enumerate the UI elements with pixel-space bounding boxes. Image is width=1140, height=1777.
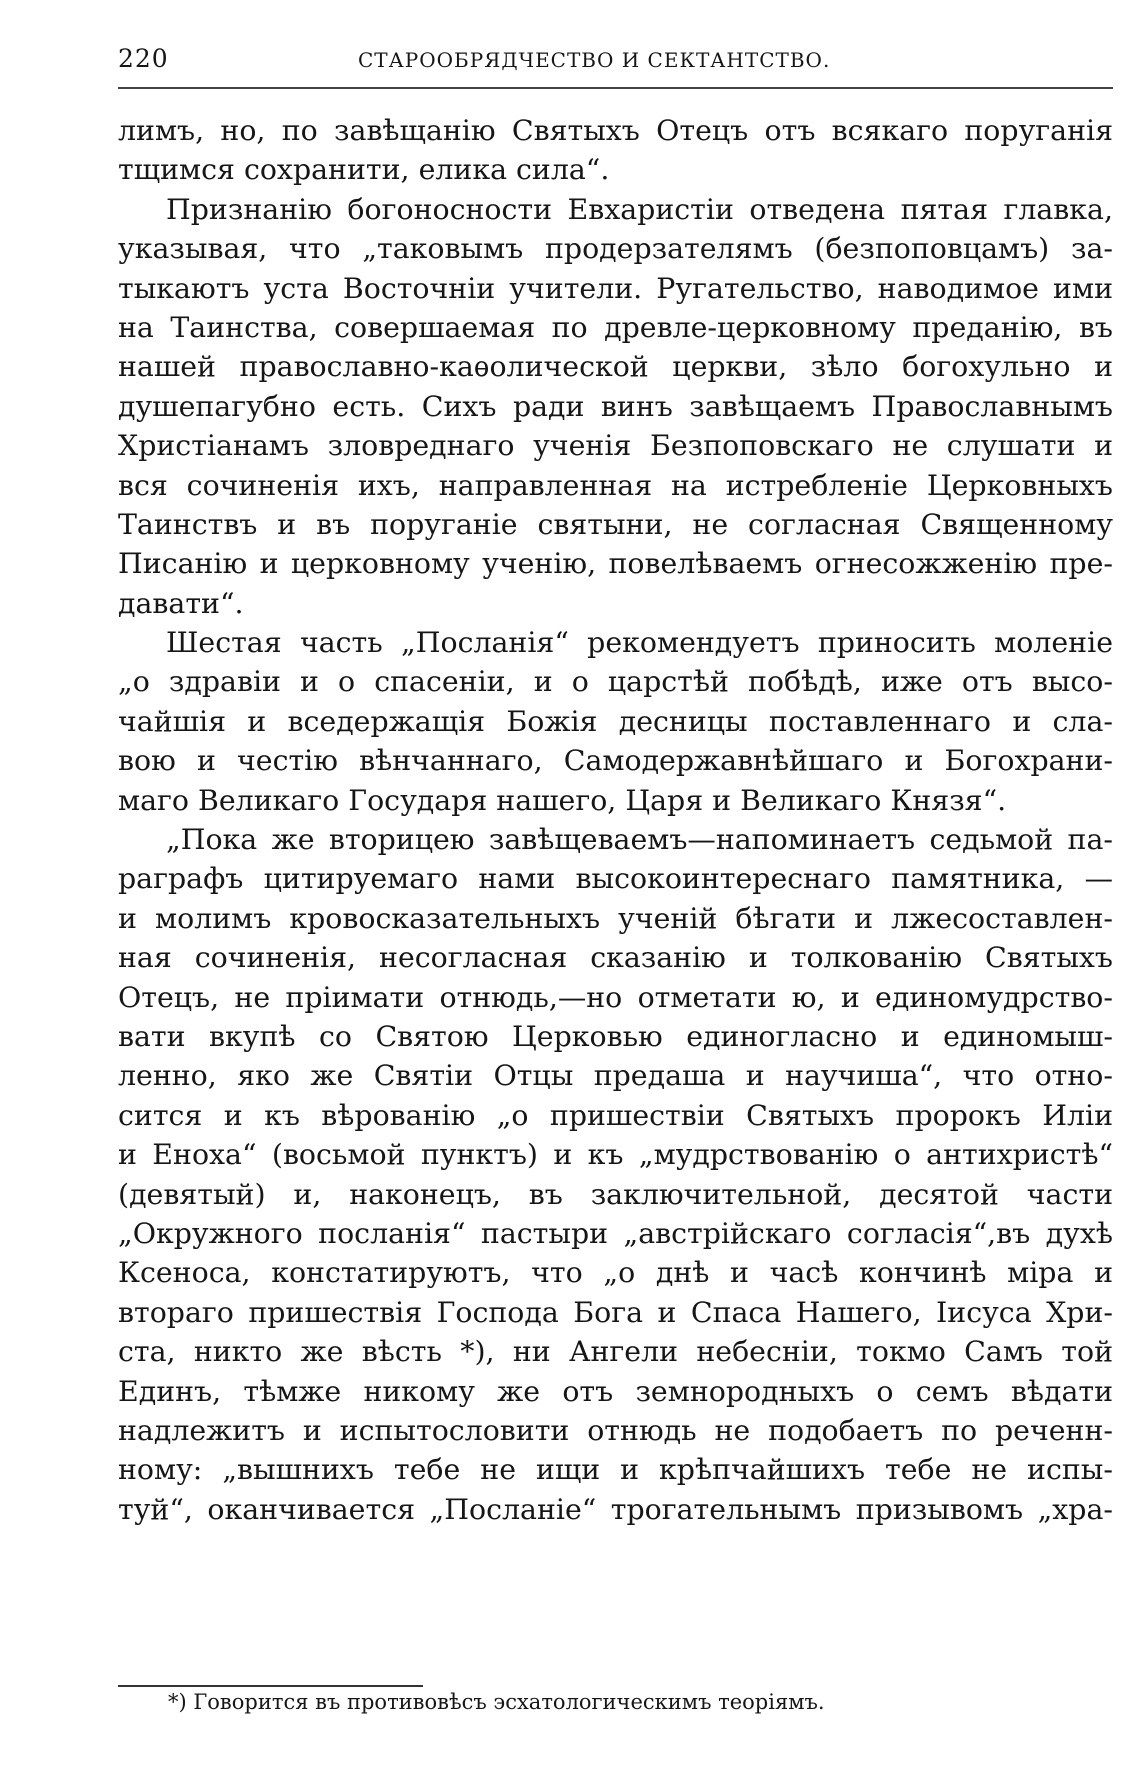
footnote-rule: [118, 1685, 423, 1687]
text-line: Ксеноса, констатируютъ, что „о днѣ и часѣ кончинѣ міра и: [118, 1256, 1113, 1290]
text-line: и Еноха“ (восьмой пунктъ) и къ „мудрствованію о антихристѣ“: [118, 1138, 1113, 1172]
text-line: вою и честію вѣнчаннаго, Самодержавнѣйшаго и Богохрани-: [118, 744, 1113, 778]
text-line: сится и къ вѣрованію „о пришествіи Святыхъ пророкъ Иліи: [118, 1098, 1113, 1132]
text-line: Признанію богоносности Евхаристіи отведена пятая главка,: [166, 192, 1113, 226]
text-line: чайшія и вседержащія Божія десницы поставленнаго и сла-: [118, 704, 1113, 738]
text-line: тщимся сохранити, елика сила“.: [118, 153, 610, 187]
text-line: и молимъ кровосказательныхъ ученій бѣгати и лжесоставлен-: [118, 901, 1113, 935]
running-head: [118, 44, 1113, 80]
text-line: ленно, яко же Святіи Отцы предаша и научиша“, что отно-: [118, 1059, 1113, 1093]
running-title: СТАРООБРЯДЧЕСТВО И СЕКТАНТСТВО.: [358, 48, 831, 72]
footnote: *) Говорится въ противовѣсъ эсхатологическимъ теоріямъ.: [168, 1690, 825, 1714]
text-line: Отецъ, не пріимати отнюдь,—но отметати ю, и единомудрство-: [118, 980, 1113, 1014]
page-number: 220: [118, 44, 169, 73]
text-line: „Окружного посланія“ пастыри „австрійскаго согласія“,въ духѣ: [118, 1216, 1113, 1250]
text-line: указывая, что „таковымъ продерзателямъ (безпоповцамъ) за-: [118, 232, 1113, 266]
text-line: Шестая часть „Посланія“ рекомендуетъ приносить моленіе: [166, 626, 1113, 660]
text-line: душепагубно есть. Сихъ ради винъ завѣщаемъ Православнымъ: [118, 389, 1113, 423]
text-line: давати“.: [118, 586, 244, 620]
text-line: Таинствъ и въ поруганіе святыни, не согласная Священному: [118, 507, 1113, 541]
text-line: нашей православно-каѳолической церкви, зѣло богохульно и: [118, 350, 1113, 384]
text-line: ному: „вышнихъ тебе не ищи и крѣпчайшихъ тебе не испы-: [118, 1453, 1113, 1487]
text-line: ста, никто же вѣсть *), ни Ангели небесніи, токмо Самъ той: [118, 1335, 1113, 1369]
text-line: лимъ, но, по завѣщанію Святыхъ Отецъ отъ всякаго поруганія: [118, 114, 1113, 147]
text-line: (девятый) и, наконецъ, въ заключительной, десятой части: [118, 1177, 1113, 1211]
text-line: раграфъ цитируемаго нами высокоинтереснаго памятника, —: [118, 862, 1113, 896]
body-text: [118, 111, 1113, 1529]
text-line: ная сочиненія, несогласная сказанію и толкованію Святыхъ: [118, 941, 1113, 975]
text-line: вся сочиненія ихъ, направленная на истребленіе Церковныхъ: [118, 468, 1113, 502]
header-rule: [118, 87, 1113, 89]
text-line: туй“, оканчивается „Посланіе“ трогательнымъ призывомъ „хра-: [118, 1492, 1113, 1526]
text-line: „о здравіи и о спасеніи, и о царстѣй побѣдѣ, иже отъ высо-: [118, 665, 1113, 699]
text-line: тыкаютъ уста Восточніи учители. Ругательство, наводимое ими: [118, 271, 1113, 305]
text-line: Писанію и церковному ученію, повелѣваемъ огнесожженію пре-: [118, 547, 1113, 581]
text-line: на Таинства, совершаемая по древле-церковному преданію, въ: [118, 310, 1113, 344]
text-line: маго Великаго Государя нашего, Царя и Великаго Князя“.: [118, 783, 1007, 817]
text-line: Единъ, тѣмже никому же отъ земнородныхъ о семъ вѣдати: [118, 1374, 1113, 1408]
text-line: надлежитъ и испытословити отнюдь не подобаетъ по реченн-: [118, 1413, 1113, 1447]
text-line: втораго пришествія Господа Бога и Спаса Нашего, Іисуса Хри-: [118, 1295, 1113, 1329]
text-line: Христіанамъ зловреднаго ученія Безпоповскаго не слушати и: [118, 429, 1113, 463]
text-line: вати вкупѣ со Святою Церковью единогласно и единомыш-: [118, 1019, 1113, 1053]
text-line: „Пока же вторицею завѣщеваемъ—напоминаетъ седьмой па-: [166, 823, 1113, 857]
